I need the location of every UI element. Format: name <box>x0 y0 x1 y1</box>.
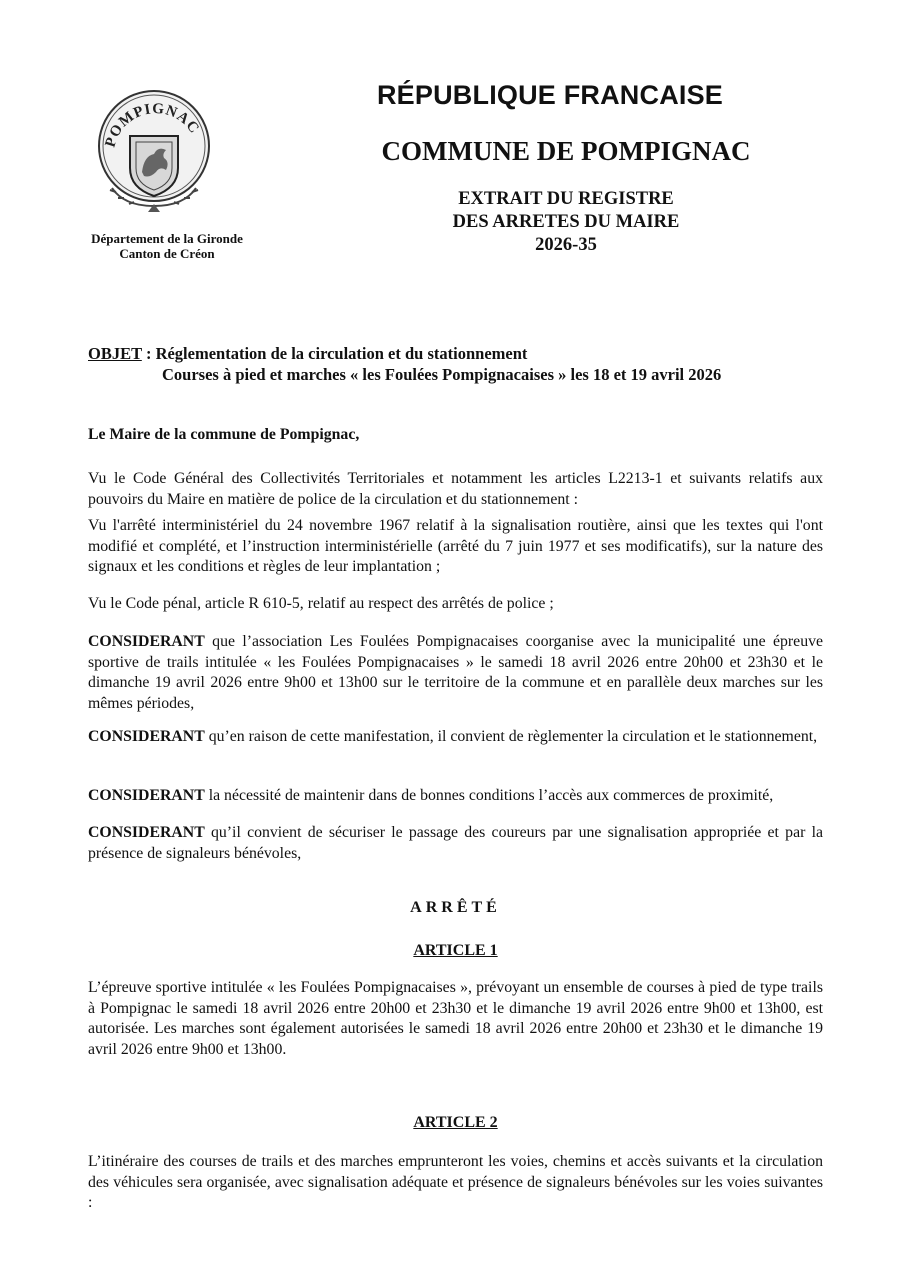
considerant-label: CONSIDERANT <box>88 787 205 804</box>
article-1-text: L’épreuve sportive intitulée « les Foulées Pompignacaises », prévoyant un ensemble de courses à pied de type trails à Pompignac le samedi 18 avril 2026 entre 20h00 et 23h30 et le dimanche 19 avril 2026 entre 9h00 et 13h00, est autorisée. Les marches sont également autorisées le samedi 18 avril 2026 entre 20h00 et 23h30 et le dimanche 19 avril 2026 entre 9h00 et 13h00. <box>88 979 823 1058</box>
svg-text:POMPIGNAC: POMPIGNAC <box>102 100 203 150</box>
considerant-1 <box>88 632 823 714</box>
article-1-heading <box>88 942 823 960</box>
objet-line-2: Courses à pied et marches « les Foulées Pompignacaises » les 18 et 19 avril 2026 <box>162 365 722 384</box>
considerant-4-text: qu’il convient de sécuriser le passage des coureurs par une signalisation appropriée et par la présence de signaleurs bénévoles, <box>88 824 823 862</box>
department-info <box>70 231 264 261</box>
article-2-text: L’itinéraire des courses de trails et des marches emprunteront les voies, chemins et accès suivants et la circulation des véhicules sera organisée, avec signalisation adéquate et présence de signaleurs bénévoles sur les voies suivantes : <box>88 1153 823 1211</box>
commune-seal-icon <box>84 88 224 218</box>
commune-title: COMMUNE DE POMPIGNAC <box>381 136 751 166</box>
register-line-1: EXTRAIT DU REGISTRE <box>458 189 674 209</box>
vu-cgct: Vu le Code Général des Collectivités Territoriales et notamment les articles L2213-1 et suivants relatifs aux pouvoirs du Maire en matière de police de la circulation et du stationnement : <box>88 470 823 508</box>
considerant-label: CONSIDERANT <box>88 633 205 650</box>
department-name: Département de la Gironde <box>91 231 243 246</box>
vu-arrete-1967: Vu l'arrêté interministériel du 24 novembre 1967 relatif à la signalisation routière, ainsi que les textes qui l'ont modifié et complété, et l’instruction interministérielle (arrêté du 7 juin 1977 et ses modificatifs), sur la nature des signaux et les conditions et règles de leur implantation ; <box>88 517 823 575</box>
decree-number: 2026-35 <box>535 235 597 255</box>
considerant-2-text: qu’en raison de cette manifestation, il convient de règlementer la circulation et le stationnement, <box>208 728 818 745</box>
considerant-label: CONSIDERANT <box>88 824 205 841</box>
maire-heading: Le Maire de la commune de Pompignac, <box>88 426 360 443</box>
article-2-title: ARTICLE 2 <box>413 1114 498 1131</box>
register-line-2: DES ARRETES DU MAIRE <box>452 212 680 232</box>
considerant-label: CONSIDERANT <box>88 728 205 745</box>
considerant-3-text: la nécessité de maintenir dans de bonnes conditions l’accès aux commerces de proximité, <box>208 787 774 804</box>
republic-title: RÉPUBLIQUE FRANCAISE <box>376 80 724 110</box>
objet-label: OBJET <box>88 344 142 363</box>
considerant-2 <box>88 727 823 748</box>
considerant-1-text: que l’association Les Foulées Pompignacaises coorganise avec la municipalité une épreuve sportive de trails intitulée « les Foulées Pompignacaises » le samedi 18 avril 2026 entre 20h00 et 23h30 et le dimanche 19 avril 2026 entre 9h00 et 13h00 sur le territoire de la commune et en parallèle deux marches sur les mêmes périodes, <box>88 633 823 712</box>
objet-block: OBJET : Réglementation de la circulation et du stationnement Courses à pied et marches « les Foulées Pompignacaises » les 18 et 19 avril 2026 <box>88 343 828 385</box>
arrete-heading: ARRÊTÉ <box>410 899 501 916</box>
vu-code-penal: Vu le Code pénal, article R 610-5, relatif au respect des arrêtés de police ; <box>88 595 554 612</box>
article-2-heading <box>88 1114 823 1132</box>
article-1-title: ARTICLE 1 <box>413 942 498 959</box>
objet-line-1: Réglementation de la circulation et du stationnement <box>155 344 528 363</box>
considerant-3 <box>88 786 823 807</box>
register-heading <box>350 188 782 257</box>
considerant-4 <box>88 823 823 864</box>
canton-name: Canton de Créon <box>119 246 215 261</box>
